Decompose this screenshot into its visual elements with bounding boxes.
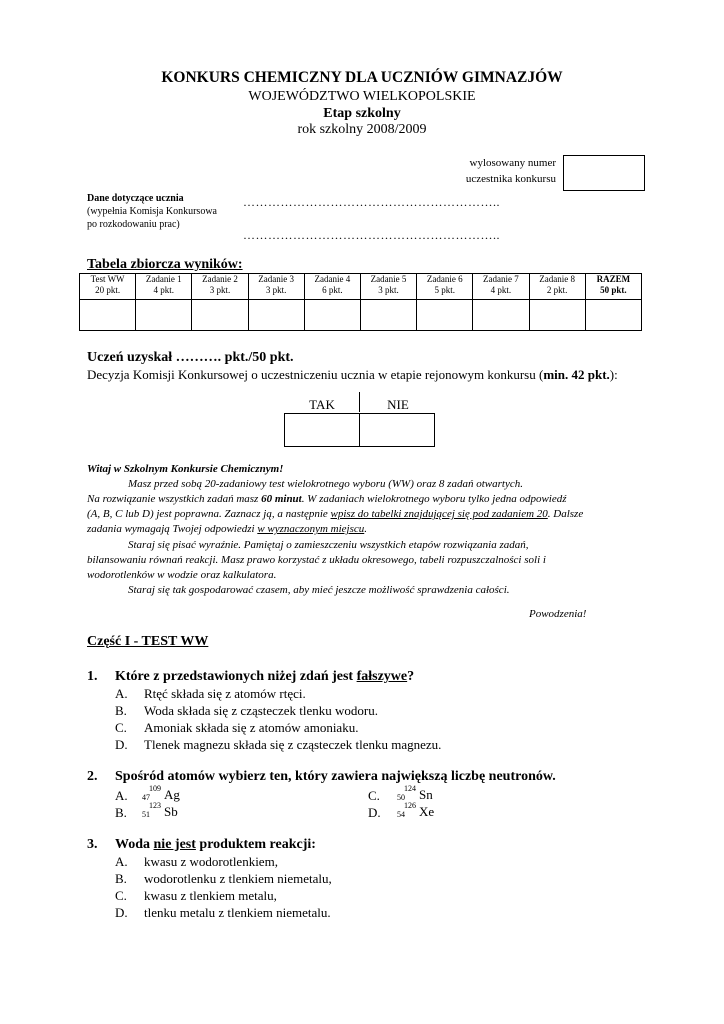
- answer-letter: B.: [115, 871, 127, 886]
- score-cell[interactable]: [192, 300, 248, 331]
- answer-letter: D.: [115, 737, 128, 752]
- answer-option[interactable]: kwasu z wodorotlenkiem,: [144, 854, 278, 869]
- participant-number-box[interactable]: [563, 155, 645, 191]
- part-title: Część I - TEST WW: [87, 634, 209, 649]
- points-obtained: Uczeń uzyskał ………. pkt./50 pkt.: [87, 350, 294, 365]
- instruction-line: Staraj się tak gospodarować czasem, aby mieć jeszcze możliwość sprawdzenia całości.: [128, 584, 510, 596]
- answer-letter: C.: [115, 888, 127, 903]
- greeting: Witaj w Szkolnym Konkursie Chemicznym!: [87, 463, 284, 475]
- yes-box[interactable]: [284, 413, 360, 447]
- answer-option[interactable]: 123 51 Sb: [142, 801, 178, 819]
- question-text: Spośród atomów wybierz ten, który zawiera największą liczbę neutronów.: [115, 769, 556, 784]
- question-text: Które z przedstawionych niżej zdań jest fałszywe?: [115, 669, 415, 684]
- answer-letter: A.: [115, 686, 128, 701]
- answer-letter: B.: [115, 805, 127, 820]
- score-cell[interactable]: [360, 300, 416, 331]
- answer-letter: C.: [368, 788, 380, 803]
- score-cell[interactable]: [248, 300, 304, 331]
- instruction-line: wodorotlenków w wodzie oraz kalkulatora.: [87, 569, 277, 581]
- score-cell[interactable]: [473, 300, 529, 331]
- closing: Powodzenia!: [529, 608, 587, 620]
- stage: Etap szkolny: [323, 106, 401, 121]
- answer-letter: B.: [115, 703, 127, 718]
- commission-decision: Decyzja Komisji Konkursowej o uczestniczeniu ucznia w etapie rejonowym konkursu (min. 42 pkt.):: [87, 367, 618, 382]
- scores-title: Tabela zbiorcza wyników:: [87, 257, 243, 272]
- answer-letter: A.: [115, 854, 128, 869]
- student-data-line-2[interactable]: ……………………………………………………..: [243, 228, 500, 242]
- score-cell[interactable]: [529, 300, 585, 331]
- divider: [359, 392, 360, 412]
- participant-number-label: wylosowany numer uczestnika konkursu: [465, 157, 556, 185]
- score-col-header: Zadanie 1 4 pkt.: [136, 274, 192, 300]
- score-cell[interactable]: [80, 300, 136, 331]
- answer-option[interactable]: Woda składa się z cząsteczek tlenku wodoru.: [144, 703, 378, 718]
- score-col-header: Test WW 20 pkt.: [80, 274, 136, 300]
- answer-letter: C.: [115, 720, 127, 735]
- student-data-label: Dane dotyczące ucznia (wypełnia Komisja Konkursowa po rozkodowaniu prac): [87, 193, 217, 230]
- answer-option[interactable]: 124 50 Sn: [397, 784, 433, 802]
- answer-option[interactable]: wodorotlenku z tlenkiem niemetalu,: [144, 871, 332, 886]
- school-year: rok szkolny 2008/2009: [297, 122, 427, 137]
- score-cell[interactable]: [304, 300, 360, 331]
- answer-letter: A.: [115, 788, 128, 803]
- score-col-header: Zadanie 6 5 pkt.: [417, 274, 473, 300]
- score-col-header-total: RAZEM 50 pkt.: [585, 274, 641, 300]
- instruction-line: bilansowaniu równań reakcji. Masz prawo korzystać z układu okresowego, tabeli rozpuszczalności soli i: [87, 554, 546, 566]
- answer-option[interactable]: 126 54 Xe: [397, 801, 435, 819]
- contest-title: KONKURS CHEMICZNY DLA UCZNIÓW GIMNAZJÓW: [161, 69, 563, 86]
- scores-table: [79, 273, 642, 331]
- score-cell-total[interactable]: [585, 300, 641, 331]
- instruction-line: Na rozwiązanie wszystkich zadań masz 60 minut. W zadaniach wielokrotnego wyboru tylko jedna odpowiedź: [87, 493, 567, 505]
- score-col-header: Zadanie 3 3 pkt.: [248, 274, 304, 300]
- no-box[interactable]: [359, 413, 435, 447]
- answer-option[interactable]: Amoniak składa się z atomów amoniaku.: [144, 720, 359, 735]
- score-cell[interactable]: [136, 300, 192, 331]
- answer-option[interactable]: kwasu z tlenkiem metalu,: [144, 888, 277, 903]
- instruction-line: (A, B, C lub D) jest poprawna. Zaznacz ją, a następnie wpisz do tabelki znajdującej się pod zadaniem 20. Dalsze: [87, 508, 584, 520]
- answer-option[interactable]: tlenku metalu z tlenkiem niemetalu.: [144, 905, 331, 920]
- score-col-header: Zadanie 8 2 pkt.: [529, 274, 585, 300]
- instruction-line: Masz przed sobą 20-zadaniowy test wielokrotnego wyboru (WW) oraz 8 zadań otwartych.: [128, 478, 523, 490]
- answer-option[interactable]: Rtęć składa się z atomów rtęci.: [144, 686, 306, 701]
- question-number: 1.: [87, 669, 98, 684]
- instruction-line: Staraj się pisać wyraźnie. Pamiętaj o zamieszczeniu wszystkich etapów rozwiązania zadań,: [128, 539, 529, 551]
- question-number: 2.: [87, 769, 98, 784]
- question-text: Woda nie jest produktem reakcji:: [115, 837, 316, 852]
- answer-letter: D.: [368, 805, 381, 820]
- no-header: NIE: [387, 397, 409, 412]
- score-col-header: Zadanie 4 6 pkt.: [304, 274, 360, 300]
- score-col-header: Zadanie 7 4 pkt.: [473, 274, 529, 300]
- score-col-header: Zadanie 5 3 pkt.: [360, 274, 416, 300]
- question-number: 3.: [87, 837, 98, 852]
- yes-header: TAK: [309, 397, 335, 412]
- score-cell[interactable]: [417, 300, 473, 331]
- score-col-header: Zadanie 2 3 pkt.: [192, 274, 248, 300]
- answer-letter: D.: [115, 905, 128, 920]
- answer-option[interactable]: 109 47 Ag: [142, 784, 180, 802]
- student-data-line-1[interactable]: ……………………………………………………..: [243, 195, 500, 209]
- answer-option[interactable]: Tlenek magnezu składa się z cząsteczek tlenku magnezu.: [144, 737, 442, 752]
- region: WOJEWÓDZTWO WIELKOPOLSKIE: [248, 89, 476, 104]
- instruction-line: zadania wymagają Twojej odpowiedzi w wyznaczonym miejscu.: [87, 523, 367, 535]
